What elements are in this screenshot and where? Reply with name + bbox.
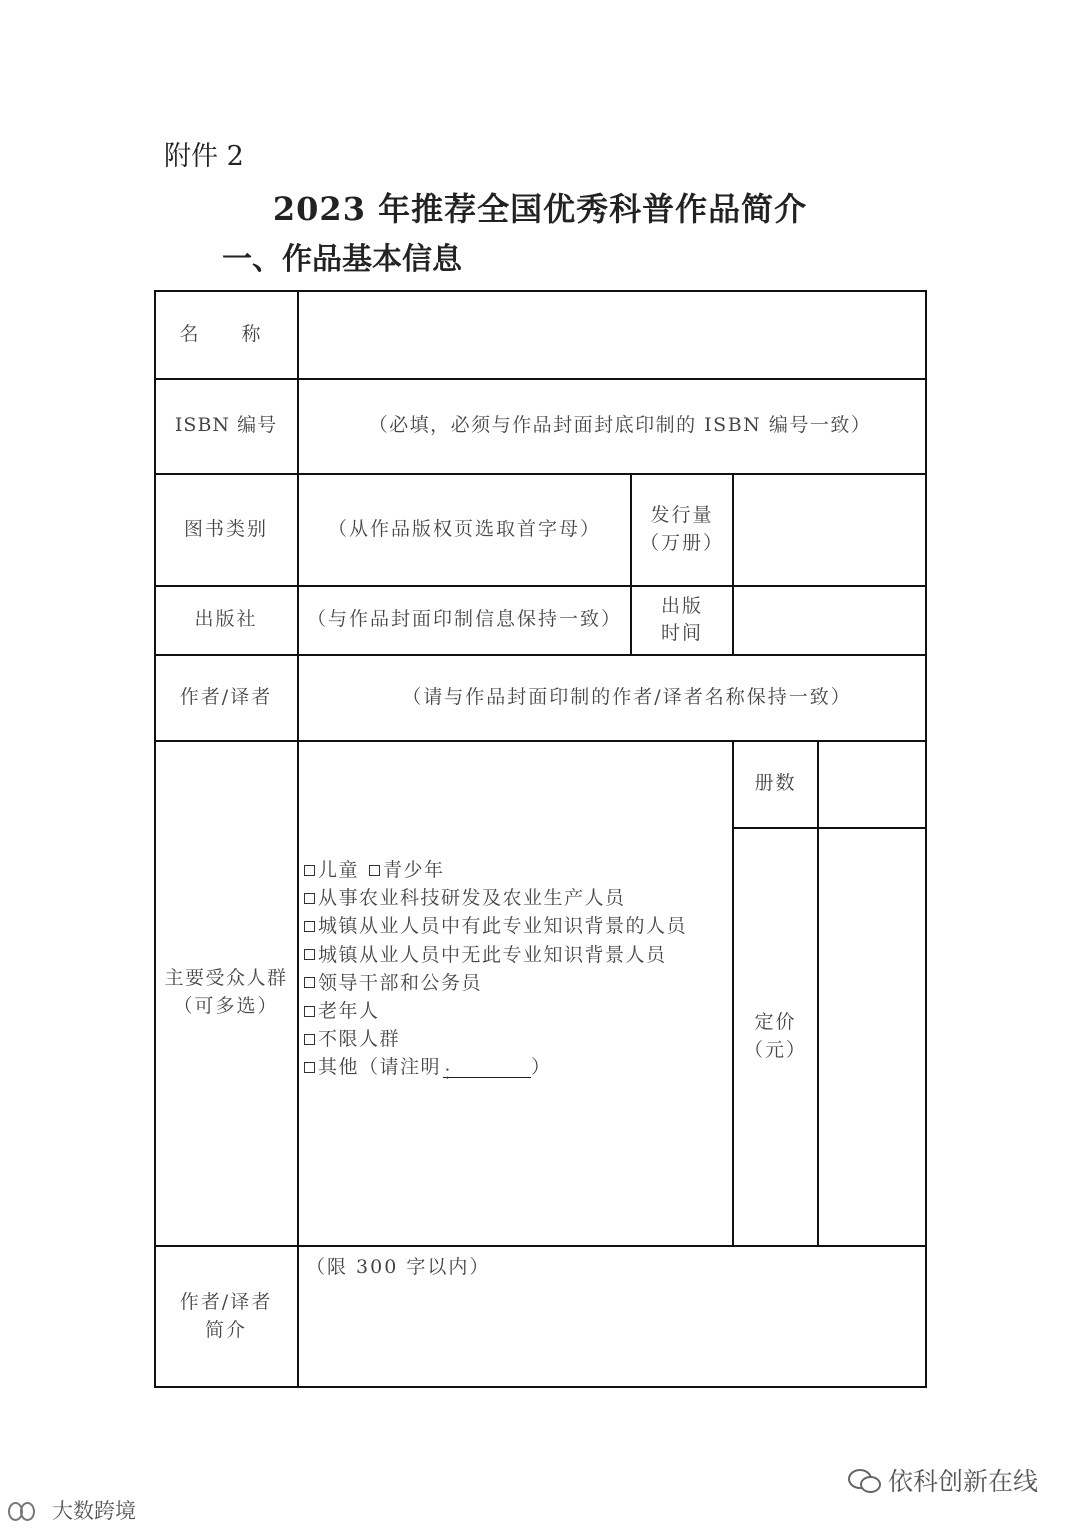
audience-options (304, 856, 688, 1085)
watermark-right: 依科创新在线 (846, 1462, 1038, 1498)
checkbox-cadres[interactable] (304, 977, 315, 988)
author-label: 作者/译者 (179, 685, 273, 708)
table-line (925, 290, 927, 1387)
price-label: 定价 （元） (743, 1011, 807, 1061)
checkbox-urban-without[interactable] (304, 949, 315, 960)
pubtime-field[interactable] (734, 586, 925, 654)
document-title: 2023 年推荐全国优秀科普作品简介 (272, 190, 808, 228)
price-field[interactable] (819, 829, 925, 1245)
checkbox-teen[interactable] (369, 865, 380, 876)
audience-row: 领导干部和公务员 (304, 969, 687, 997)
audience-row: 儿童 青少年 (304, 856, 687, 884)
audience-row: 城镇从业人员中无此专业知识背景人员 (304, 941, 687, 969)
category-field[interactable]: （从作品版权页选取首字母） (327, 517, 601, 540)
audience-row: 城镇从业人员中有此专业知识背景的人员 (304, 912, 687, 940)
section-heading: 一、作品基本信息 (222, 242, 462, 277)
circulation-field[interactable] (734, 474, 925, 585)
publisher-label: 出版社 (194, 608, 258, 631)
checkbox-children[interactable] (304, 865, 315, 876)
other-blank-field[interactable]: ： (443, 1057, 531, 1078)
checkbox-unlimited[interactable] (304, 1034, 315, 1045)
audience-row: 不限人群 (304, 1025, 687, 1053)
pubtime-label: 出版 时间 (660, 595, 703, 644)
volumes-label: 册数 (754, 772, 797, 795)
isbn-field[interactable]: （必填，必须与作品封面封底印制的 ISBN 编号一致） (368, 414, 872, 437)
chain-logo-icon (6, 1499, 46, 1521)
checkbox-elderly[interactable] (304, 1006, 315, 1017)
audience-label: 主要受众人群 （可多选） (164, 967, 288, 1017)
checkbox-other[interactable] (304, 1062, 315, 1073)
checkbox-agri[interactable] (304, 893, 315, 904)
isbn-label: ISBN 编号 (174, 414, 278, 437)
attachment-number: 附件 2 (164, 141, 244, 172)
bio-label: 作者/译者 简介 (179, 1290, 273, 1341)
bio-field[interactable] (299, 1280, 925, 1385)
name-label: 名 称 (179, 322, 273, 345)
volumes-field[interactable] (819, 741, 925, 827)
name-field[interactable] (299, 291, 925, 378)
audience-row: 其他（请注明 ： ） (304, 1053, 687, 1081)
category-label: 图书类别 (183, 517, 268, 540)
wechat-icon (846, 1467, 882, 1493)
audience-row: 老年人 (304, 997, 687, 1025)
author-field[interactable]: （请与作品封面印制的作者/译者名称保持一致） (402, 685, 852, 708)
audience-row: 从事农业科技研发及农业生产人员 (304, 884, 687, 912)
publisher-field[interactable]: （与作品封面印制信息保持一致） (306, 608, 622, 631)
circulation-label: 发行量 （万册） (639, 503, 724, 554)
checkbox-urban-with[interactable] (304, 921, 315, 932)
watermark-left: 大数跨境 (6, 1495, 136, 1525)
table-line (154, 1386, 927, 1388)
bio-hint: （限 300 字以内） (306, 1256, 491, 1278)
